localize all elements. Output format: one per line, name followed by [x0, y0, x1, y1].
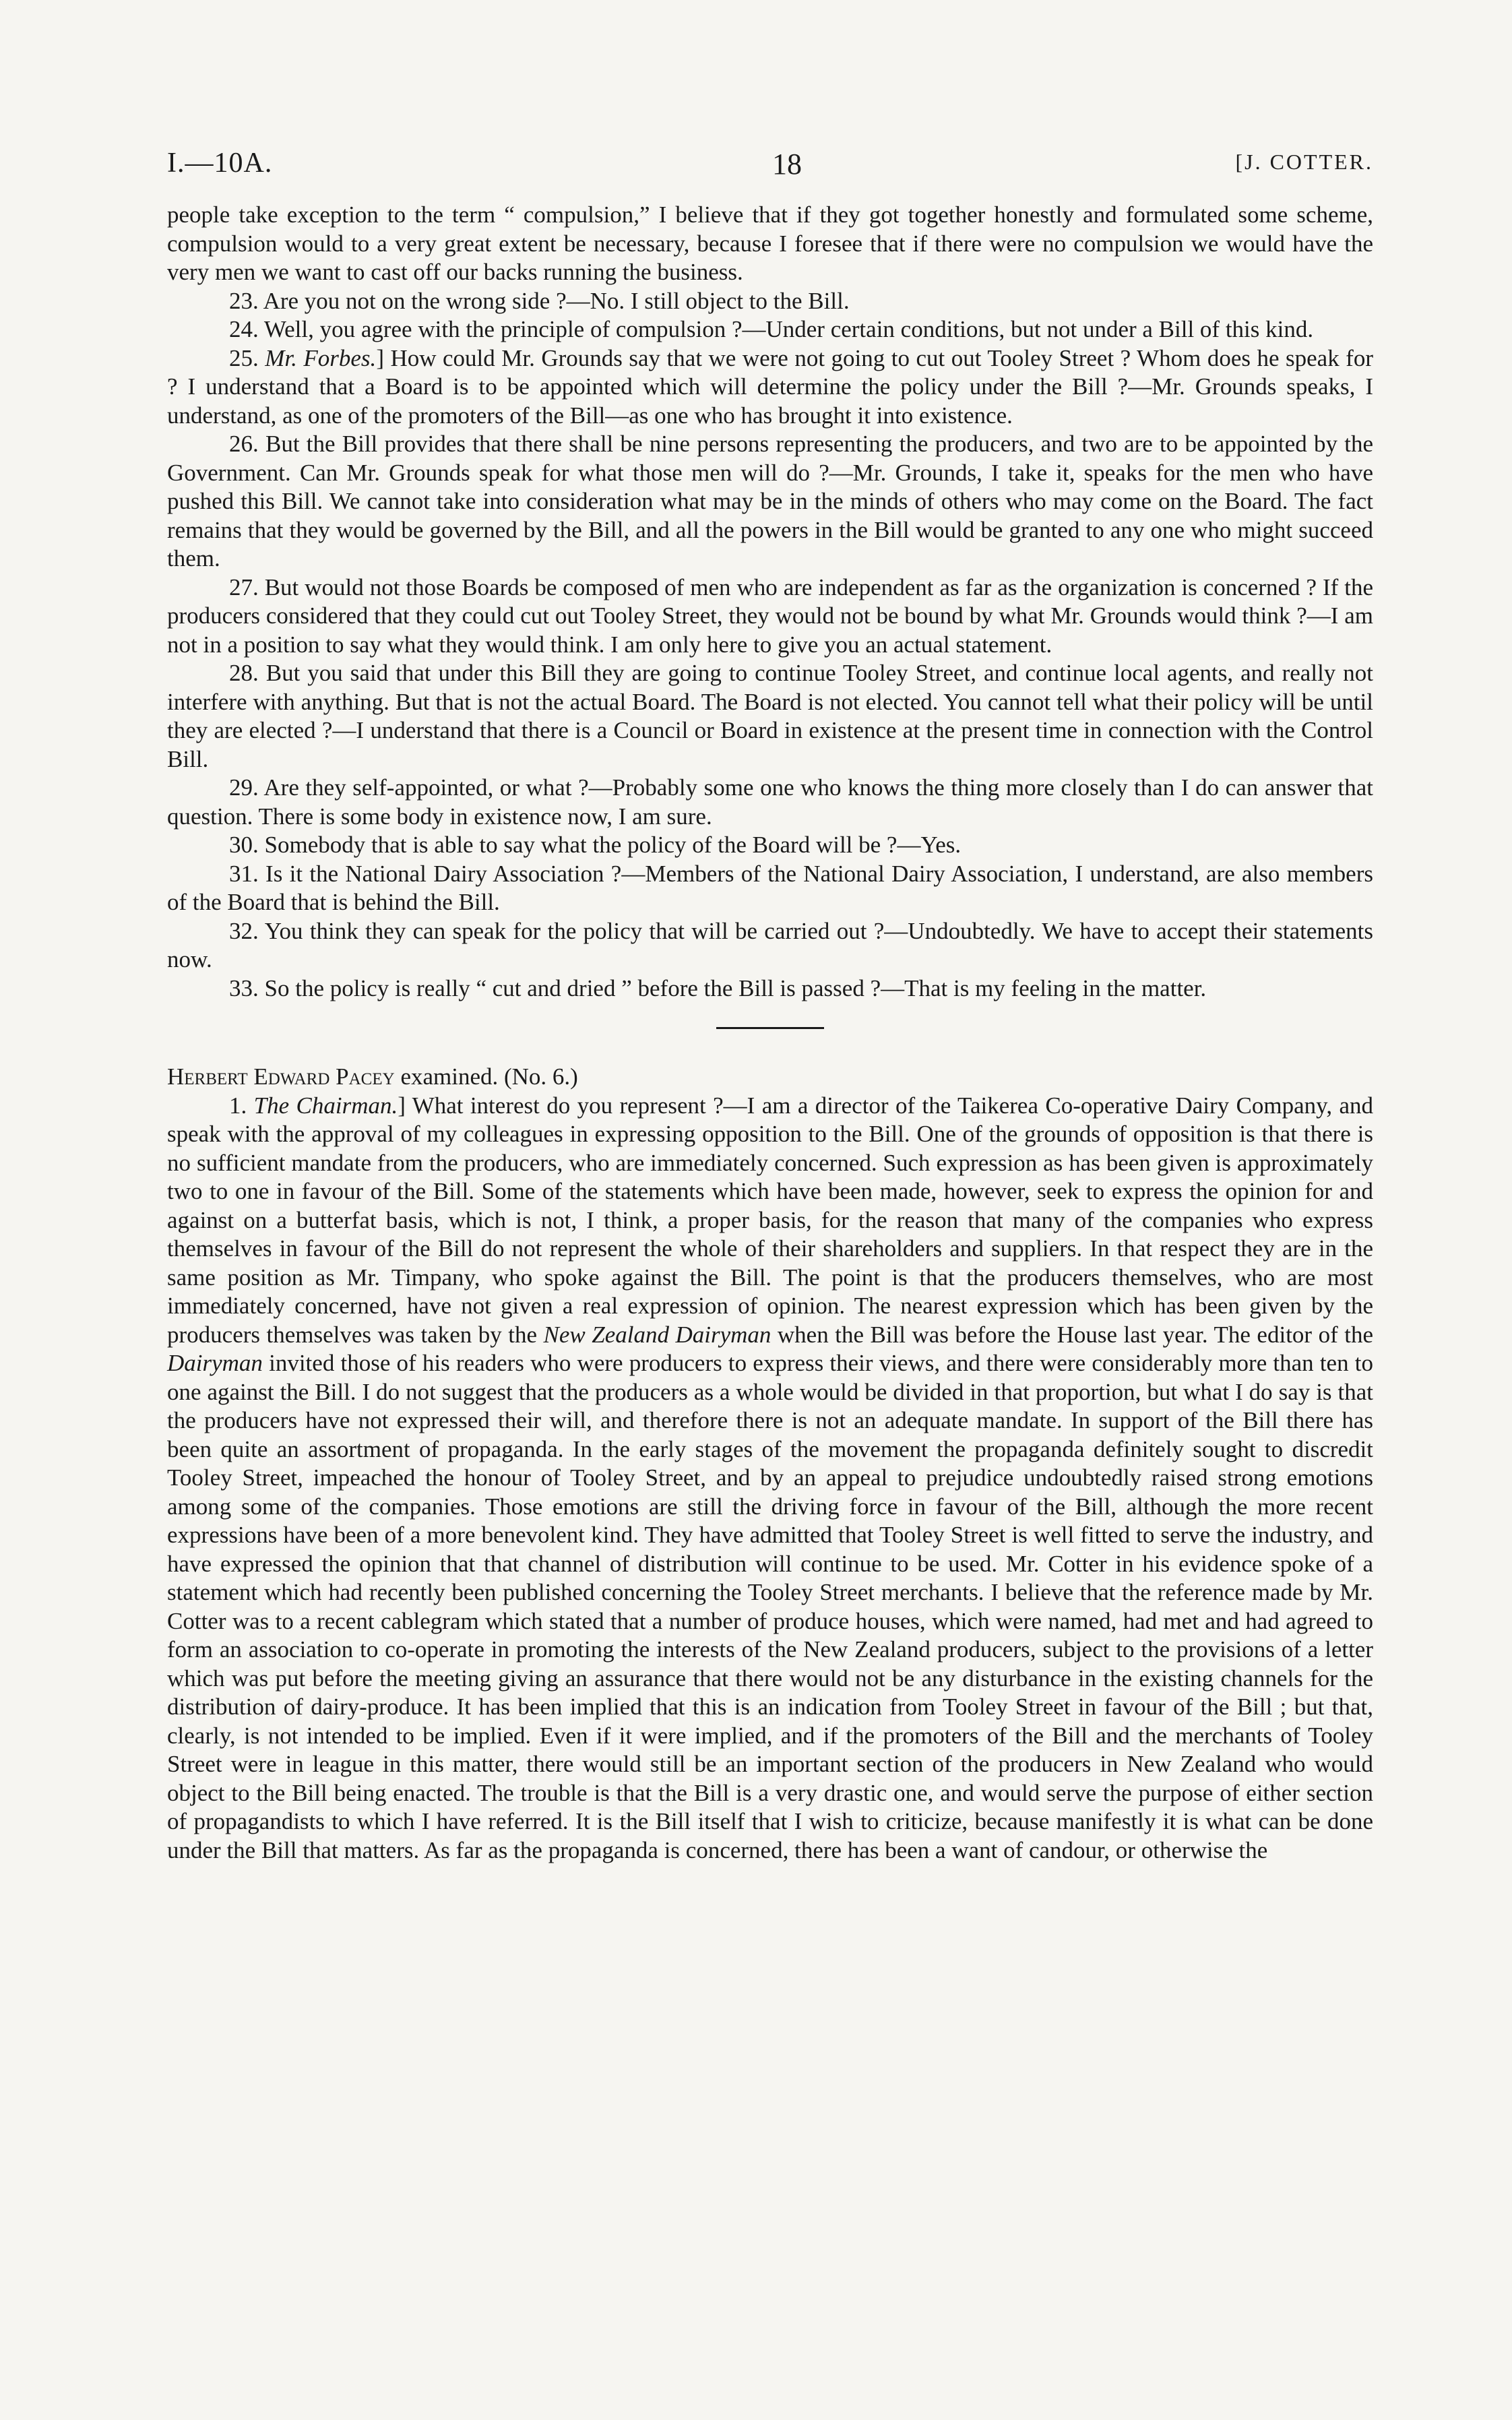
answer-text: invited those of his readers who were producers to express their views, and there were considerably more than ten to one against the Bill. I do not suggest that the producers as a whole would be divided in that proportion, but what I do say is that the producers have not expressed their will, and therefore there is not an adequate mandate. In support of the Bill there has been quite an assortment of propaganda. In the early stages of the movement the propaganda definitely sought to discredit Tooley Street, impeached the honour of Tooley Street, and by an appeal to prejudice undoubtedly raised strong emotions among some of the companies. Those emotions are still the driving force in favour of the Bill, although the more recent expressions have been of a more benevolent kind. They have admitted that Tooley Street is well fitted to serve the industry, and have expressed the opinion that that channel of distribution will continue to be used. Mr. Cotter in his evidence spoke of a statement which had recently been published concerning the Tooley Street merchants. I believe that the reference made by Mr. Cotter was to a recent cablegram which stated that a number of produce houses, which were named, had met and had agreed to form an association to co-operate in promoting the interests of the New Zealand producers, subject to the provisions of a letter which was put before the meeting giving an assurance that there would not be any disturbance in the existing channels for the distribution of dairy-produce. It has been implied that this is an indication from Tooley Street in favour of the Bill ; but that, clearly, is not intended to be implied. Even if it were implied, and if the promoters of the Bill and the merchants of Tooley Street were in league in this matter, there would still be an important section of the producers in New Zealand who would object to the Bill being enacted. The trouble is that the Bill is a very drastic one, and would serve the purpose of either section of propagandists to which I have referred. It is the Bill itself that I wish to criticize, because manifestly it is what can be done under the Bill that matters. As far as the propaganda is concerned, there has been a want of candour, or otherwise the [167, 1350, 1373, 1863]
answer-text: ] What interest do you represent ?—I am a director of the Taikerea Co-operative Dairy Company, and speak with the approval of my colleagues in expressing opposition to the Bill. One of the grounds of opposition is that there is no sufficient mandate from the producers, who are immediately concerned. Such expression as has been given is approximately two to one in favour of the Bill. Some of the statements which have been made, however, seek to express the opinion for and against on a butterfat basis, which is not, I think, a proper basis, for the reason that many of the companies who express themselves in favour of the Bill do not represent the whole of their shareholders and suppliers. In that respect they are in the same position as Mr. Timpany, who spoke against the Bill. The point is that the producers themselves, who are most immediately concerned, have not given a real expression of opinion. The nearest expression which has been given by the producers themselves was taken by the [167, 1092, 1374, 1348]
continued-answer: people take exception to the term “ compulsion,” I believe that if they got together honestly and formulated some scheme, compulsion would to a very great extent be necessary, because I foresee that if there were no compulsion we would have the very men we want to cast off our backs running the business. [167, 201, 1373, 285]
page-number: 18 [772, 148, 802, 181]
witness-name: Herbert Edward Pacey [167, 1063, 395, 1090]
document-reference: I.—10A. [167, 148, 273, 179]
question-25 [167, 344, 1373, 431]
section-divider [716, 1027, 824, 1029]
question-1 [167, 1092, 1373, 1865]
speaker-name: The Chairman. [253, 1092, 398, 1119]
witness-running-head: [J. COTTER. [1235, 150, 1373, 174]
question-28: 28. But you said that under this Bill they are going to continue Tooley Street, and continue local agents, and really not interfere with anything. But that is not the actual Board. The Board is not elected. You cannot tell what their policy will be until they are elected ?—I understand that there is a Council or Board in existence at the present time in connection with the Control Bill. [167, 660, 1373, 772]
publication-title: Dairyman [167, 1350, 263, 1376]
answer-text: when the Bill was before the House last year. The editor of the [771, 1321, 1373, 1348]
question-29: 29. Are they self-appointed, or what ?—Probably some one who knows the thing more closely than I do can answer that question. There is some body in existence now, I am sure. [167, 774, 1373, 830]
question-30: 30. Somebody that is able to say what the policy of the Board will be ?—Yes. [229, 832, 962, 858]
page-header [167, 147, 1373, 187]
question-number: 25. [229, 344, 259, 371]
question-31: 31. Is it the National Dairy Association ?—Members of the National Dairy Association, I understand, are also members of the Board that is behind the Bill. [167, 860, 1373, 915]
question-27: 27. But would not those Boards be composed of men who are independent as far as the organization is concerned ? If the producers considered that they could cut out Tooley Street, they would not be bound by what Mr. Grounds would think ?—I am not in a position to say what they would think. I am only here to give you an actual statement. [167, 573, 1373, 658]
question-26: 26. But the Bill provides that there shall be nine persons representing the producers, and two are to be appointed by the Government. Can Mr. Grounds speak for what those men will do ?—Mr. Grounds, I take it, speaks for the men who have pushed this Bill. We cannot take into consideration what may be in the minds of others who may come on the Board. The fact remains that they would be governed by the Bill, and all the powers in the Bill would be granted to any one who might succeed them. [167, 431, 1373, 571]
question-24: 24. Well, you agree with the principle of compulsion ?—Under certain conditions, but not under a Bill of this kind. [229, 316, 1314, 342]
question-23: 23. Are you not on the wrong side ?—No. I still object to the Bill. [229, 287, 850, 314]
question-number: 1. [229, 1092, 247, 1119]
witness-heading-text: examined. (No. 6.) [394, 1063, 578, 1090]
page-body [167, 201, 1373, 1865]
speaker-name: Mr. Forbes. [265, 344, 377, 371]
witness-heading [167, 1063, 1373, 1092]
publication-title: New Zealand Dairyman [543, 1321, 771, 1348]
question-text: ] How could Mr. Grounds say that we were not going to cut out Tooley Street ? Whom does he speak for ? I understand that a Board is to be appointed which will determine the policy under the Bill ?—Mr. Grounds speaks, I understand, as one of the promoters of the Bill—as one who has brought it into existence. [167, 344, 1373, 429]
question-32: 32. You think they can speak for the policy that will be carried out ?—Undoubtedly. We have to accept their statements now. [167, 917, 1373, 972]
question-33: 33. So the policy is really “ cut and dried ” before the Bill is passed ?—That is my feeling in the matter. [229, 974, 1207, 1001]
